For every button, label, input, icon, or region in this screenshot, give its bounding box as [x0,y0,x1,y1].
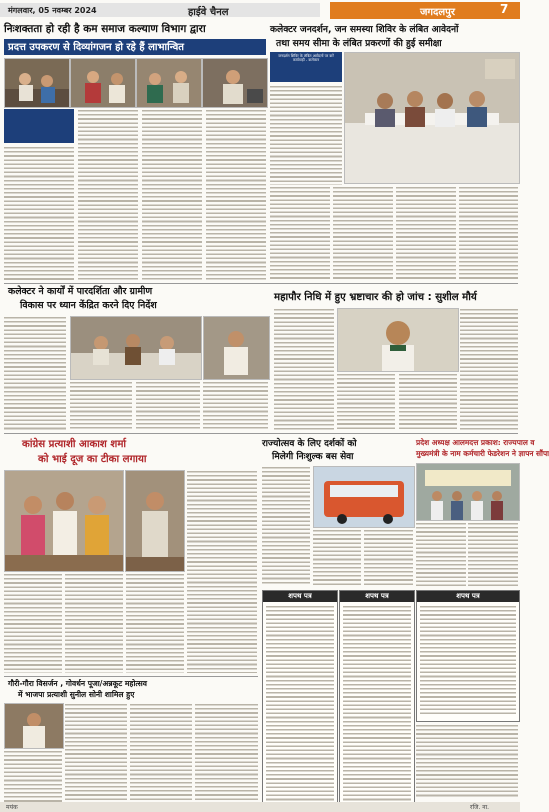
collector-body-col3 [333,186,393,280]
visarjan-body-col4 [195,703,258,806]
bus-photo [313,466,415,528]
mahapaur-body-col1 [274,308,334,430]
protest-body-col1 [416,522,466,586]
main-photo-3 [136,58,202,108]
works-body-col2 [70,381,132,430]
congress-body-col1 [4,573,62,673]
congress-photo-2 [125,470,185,572]
works-body-col1 [4,316,66,430]
congress-body-col2 [65,573,123,673]
visarjan-body-col1 [4,750,62,806]
mahapaur-headline: महापौर निधि में हुए भ्रष्टाचार की हो जांच : सुशील मौर्य [274,292,477,303]
visarjan-headline-1: गौरी-गौरा विसर्जन , गोवर्धन पूजा/अन्नकूट महोत्सव [8,679,147,688]
main-headline-1: निःशक्तता हो रही है कम समाज कल्याण विभाग द्वारा [4,23,206,35]
main-photo-2 [70,58,136,108]
ad-box-text: जनदर्शन शिविर के लंबित आवेदनों पर करें कार्यवाही - कलेक्टर [278,54,334,63]
rajyotsav-headline-2: मिलेगी निःशुल्क बस सेवा [272,452,354,462]
congress-body-col4 [187,470,257,673]
notice-1 [262,590,338,808]
notice-1-title: शपथ पत्र [263,591,337,602]
rajyotsav-headline-1: राज्योत्सव के लिए दर्शकों को [262,439,357,449]
mahapaur-body-col4 [399,373,457,430]
rajyotsav-body-col1 [262,466,310,586]
protest-headline-2: मुख्यमंत्री के नाम कर्मचारी फेडरेशन ने ज्ञापन सौंपा [416,449,549,458]
collector-photo [344,52,520,184]
main-photo-1 [4,58,70,108]
mahapaur-body-col3 [337,373,395,430]
mahapaur-body-col2 [460,308,518,430]
congress-photo [4,470,124,572]
congress-headline-2: को भाई दूज का टीका लगाया [38,454,147,465]
collector-body-col5 [459,186,518,280]
visarjan-headline-2: में भाजपा प्रत्याशी सुनील सोनी शामिल हुए [18,690,135,699]
congress-headline-1: कांग्रेस प्रत्याशी आकाश शर्मा [22,439,127,450]
rajyotsav-body-col3 [364,529,413,586]
notice-3-title: शपथ पत्र [417,591,519,602]
notice-1-body [266,605,334,801]
mahapaur-photo [337,308,459,372]
main-photo-4 [202,58,268,108]
collector-body-col2 [270,186,330,280]
protest-photo [416,463,520,521]
notice-2-body [343,605,411,801]
notice-3-body [420,605,516,715]
city-name: जगदलपुर [420,7,455,18]
masthead [0,0,520,20]
main-body-col4 [206,109,266,280]
visarjan-photo [4,703,64,749]
divider-2 [4,433,518,434]
congress-body-col3 [126,573,184,673]
protest-body-col2 [468,522,518,586]
works-photo-1 [70,316,202,380]
notice-2-title: शपथ पत्र [340,591,414,602]
date-line: मंगलवार, 05 नवम्बर 2024 [8,6,97,15]
protest-headline-1: प्रदेश अध्यक्ष आलमदत्त प्रकाश: राज्यपाल व [416,438,535,447]
works-body-col3 [136,381,200,430]
rajyotsav-body-col2 [313,529,361,586]
center-title: हाईवे चैनल [188,7,229,18]
footer-right: रजि. ना. [470,804,490,811]
page-number: 7 [500,2,509,16]
visarjan-body-col3 [130,703,192,806]
works-photo-2 [203,316,270,380]
main-blue-box [4,109,74,143]
main-body-col2 [78,109,138,280]
divider-1 [4,283,518,284]
collector-headline-2: तथा समय सीमा के लंबित प्रकरणों की हुई समीक्षा [276,38,442,49]
divider-3 [4,676,258,677]
main-headline-2: प्रदत्त उपकरण से दिव्यांगजन हो रहे हैं लाभान्वित [8,42,184,53]
main-body-col1 [4,146,74,280]
notice-3 [416,590,520,722]
works-body-col4 [203,381,268,430]
footer-left: मयंक [6,804,18,811]
footer-bar [0,802,520,812]
collector-body-col1 [270,85,342,185]
main-body-col3 [142,109,202,280]
visarjan-body-col2 [65,703,127,806]
works-headline-1: कलेक्टर ने कार्यों में पारदर्शिता और ग्रामीण [8,286,153,297]
right-bottom-body [416,724,518,798]
works-headline-2: विकास पर ध्यान केंद्रित करने दिए निर्देश [20,300,157,311]
notice-2 [339,590,415,808]
collector-body-col4 [396,186,456,280]
collector-headline-1: कलेक्टर जनदर्शन, जन समस्या शिविर के लंबित आवेदनों [270,24,459,35]
